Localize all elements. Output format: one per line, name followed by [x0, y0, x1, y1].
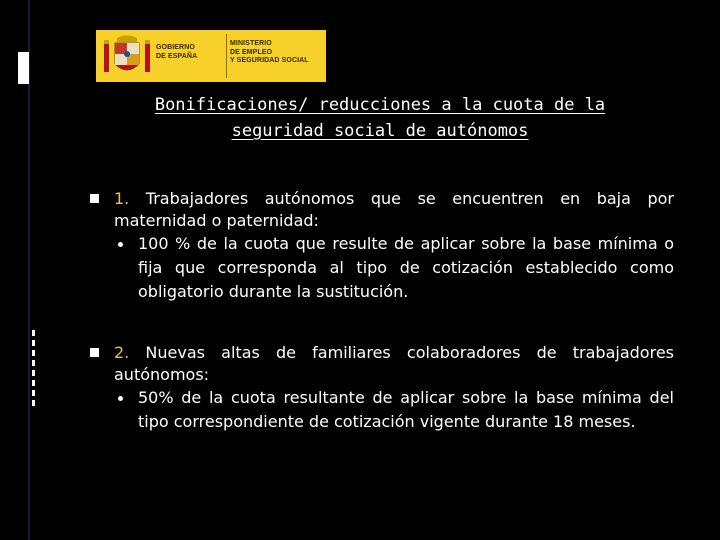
sub-item-text: 100 % de la cuota que resulte de aplicar sobre la base mínima o fija que corresponda al tipo de cotización establecido como obligatorio durante la sustitución. [138, 234, 674, 301]
logo-right-line-3: Y SEGURIDAD SOCIAL [230, 57, 309, 64]
government-logo [96, 30, 326, 82]
title-line-1: Bonificaciones/ reducciones a la cuota de la [154, 95, 606, 115]
logo-left-line-1: GOBIERNO [156, 44, 195, 51]
slide-content [90, 188, 674, 434]
logo-right-line-2: DE EMPLEO [230, 48, 273, 56]
item-text: Nuevas altas de familiares colaboradores de trabajadores autónomos: [114, 343, 674, 384]
sub-bullet-item [114, 386, 674, 434]
logo-right-line-1: MINISTERIO [230, 40, 272, 47]
item-number: 1. [114, 189, 130, 208]
left-decorative-block [18, 52, 29, 84]
bullet-item-1 [90, 188, 674, 304]
sub-bullet-item [114, 232, 674, 304]
logo-divider [226, 34, 227, 78]
square-bullet-icon [90, 348, 99, 357]
bullet-item-2 [90, 342, 674, 434]
round-bullet-icon [118, 396, 123, 401]
square-bullet-icon [90, 194, 99, 203]
item-number: 2. [114, 343, 130, 362]
sub-item-text: 50% de la cuota resultante de aplicar sobre la base mínima del tipo correspondiente de cotización vigente durante 18 meses. [138, 388, 674, 431]
left-decorative-dashes [32, 0, 35, 540]
round-bullet-icon [118, 242, 123, 247]
slide-title [60, 92, 700, 144]
title-line-2: seguridad social de autónomos [231, 121, 529, 141]
coat-of-arms-icon [102, 34, 152, 78]
logo-left-line-2: DE ESPAÑA [156, 52, 198, 60]
item-text: Trabajadores autónomos que se encuentren en baja por maternidad o paternidad: [114, 189, 674, 230]
